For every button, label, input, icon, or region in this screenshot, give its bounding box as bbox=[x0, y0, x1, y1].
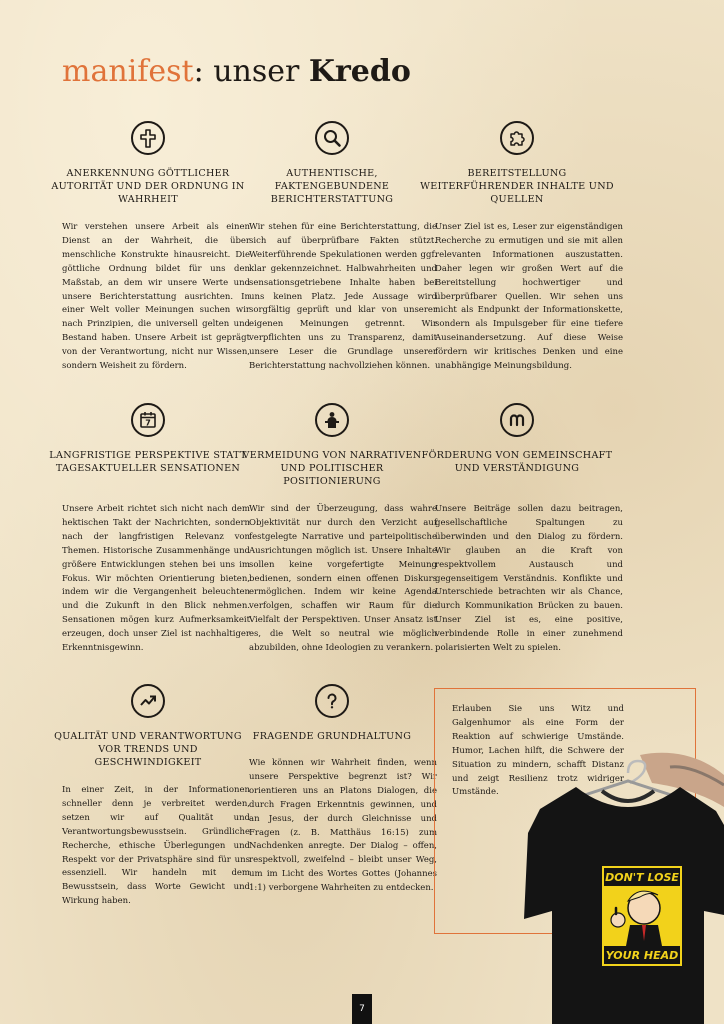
section-body: In einer Zeit, in der Informationen schneller denn je verbreitet werden, setzen wir auf Qualität und Verantwortungsbewusstsein. Gründliche Recherche, ethische Überlegungen und Respekt vor der Privatsphäre sind für uns essenziell. Wir handeln mit dem Bewusstsein, dass Worte Gewicht und Wirkung haben. bbox=[62, 785, 250, 907]
section-heading: QUALITÄT UND VERANTWORTUNG VOR TRENDS UND GESCHWINDIGKEIT bbox=[54, 731, 242, 768]
section-heading: VERMEIDUNG VON NARRATIVEN UND POLITISCHER POSITIONIERUNG bbox=[242, 450, 422, 487]
page-title bbox=[62, 52, 411, 92]
question-mark-icon bbox=[315, 684, 349, 718]
section-heading: FÖRDERUNG VON GEMEINSCHAFT UND VERSTÄNDIGUNG bbox=[421, 450, 613, 474]
trend-arrow-icon bbox=[131, 684, 165, 718]
section-heading: AUTHENTISCHE, FAKTENGEBUNDENE BERICHTERSTATTUNG bbox=[270, 168, 394, 205]
puzzle-icon bbox=[500, 121, 534, 155]
section-heading: FRAGENDE GRUNDHALTUNG bbox=[252, 731, 412, 742]
speaker-podium-icon bbox=[315, 403, 349, 437]
title-plain: : unser bbox=[193, 54, 309, 89]
section-heading: LANGFRISTIGE PERSPEKTIVE STATT TAGESAKTUELLER SENSATIONEN bbox=[49, 450, 247, 474]
magnifier-icon bbox=[315, 121, 349, 155]
humor-text: Erlauben Sie uns Witz und Galgenhumor als eine Form der Reaktion auf schwierige Umstände. Humor, Lachen hilft, die Schwere der Situation zu mindern, schafft Distanz und zeigt Resilienz trotz widriger Umstände. bbox=[452, 704, 624, 798]
bridge-icon bbox=[500, 403, 534, 437]
section-heading: ANERKENNUNG GÖTTLICHER AUTORITÄT UND DER ORDNUNG IN WAHRHEIT bbox=[51, 168, 245, 205]
section-body: Wir sind der Überzeugung, dass wahre Objektivität nur durch den Verzicht auf festgelegte Narrative und parteipolitische Ausrichtungen möglich ist. Unsere Inhalte sollen keine vorgefertigte Meinung bedienen, sondern einen offenen Diskurs ermöglichen. Indem wir keine Agenda verfolgen, schaffen wir Raum für die Vielfalt der Perspektiven. Unser Ansatz ist es, die Welt so neutral wie möglich abzubilden, ohne Ideologien zu verankern. bbox=[249, 504, 437, 654]
section-body: Wir stehen für eine Berichterstattung, die sich auf überprüfbare Fakten stützt. Weiterführende Spekulationen werden ggf. klar gekennzeichnet. Halbwahrheiten und sensationsgetriebene Inhalte haben bei uns keinen Platz. Jede Aussage wird sorgfältig geprüft und klar von unserer eigenen Meinungen getrennt. Wir verpflichten uns zu Transparenz, damit unsere Leser die Grundlage unserer Berichterstattung nachvollziehen können. bbox=[249, 222, 437, 372]
cross-icon bbox=[131, 121, 165, 155]
title-bold: Kredo bbox=[308, 54, 411, 89]
section-body: Unsere Arbeit richtet sich nicht nach dem hektischen Takt der Nachrichten, sondern nach der langfristigen Relevanz von Themen. Historische Zusammenhänge und größere Entwicklungen stehen bei uns im Fokus. Wir möchten Orientierung bieten, indem wir die Vergangenheit beleuchten und die Zukunft in den Blick nehmen. Sensationen mögen kurz Aufmerksamkeit erzeugen, doch unser Ziel ist nachhaltiger Erkenntnisgewinn. bbox=[62, 504, 250, 654]
calendar-icon bbox=[131, 403, 165, 437]
section-heading: BEREITSTELLUNG WEITERFÜHRENDER INHALTE UND QUELLEN bbox=[420, 168, 614, 205]
section-body: Wie können wir Wahrheit finden, wenn unsere Perspektive begrenzt ist? Wir orientieren uns an Platons Dialogen, die durch Fragen Erkenntnis gewinnen, und an Jesus, der durch Gleichnisse und Fragen (z. B. Matthäus 16:15) zum Nachdenken anregte. Der Dialog – offen, respektvoll, zweifelnd – bleibt unser Weg, um im Licht des Wortes Gottes (Johannes 1:1) verborgene Wahrheiten zu entdecken. bbox=[249, 758, 437, 894]
section-body: Unser Ziel ist es, Leser zur eigenständigen Recherche zu ermutigen und sie mit allen relevanten Informationen auszustatten. Daher legen wir großen Wert auf die Bereitstellung hochwertiger und überprüfbarer Quellen. Wir sehen uns nicht als Endpunkt der Informationskette, sondern als Impulsgeber für eine tiefere Auseinandersetzung. Auf diese Weise fördern wir kritisches Denken und eine unabhängige Meinungsbildung. bbox=[435, 222, 623, 372]
title-accent: manifest bbox=[62, 54, 194, 89]
shirt-text-bottom: YOUR HEAD bbox=[605, 949, 679, 962]
section-body: Wir verstehen unsere Arbeit als einen Dienst an der Wahrheit, die über menschliche Konstrukte hinausreicht. Die göttliche Ordnung bildet für uns den Maßstab, an dem wir unsere Werte und unsere Berichterstattung ausrichten. In einer Welt voller Meinungen suchen wir nach Prinzipien, die universell gelten und Bestand haben. Unsere Arbeit ist geprägt von der Verantwortung, nicht nur Wissen, sondern Weisheit zu fördern. bbox=[62, 222, 250, 372]
shirt-text-top: DON'T LOSE bbox=[605, 871, 679, 884]
page-number: 7 bbox=[352, 994, 372, 1024]
svg-text:7: 7 bbox=[145, 418, 151, 428]
section-body: Unsere Beiträge sollen dazu beitragen, gesellschaftliche Spaltungen zu überwinden und den Dialog zu fördern. Wir glauben an die Kraft von respektvollem Austausch und gegenseitigem Verständnis. Konflikte und Unterschiede betrachten wir als Chance, durch Kommunikation Brücken zu bauen. Unser Ziel ist es, eine positive, verbindende Rolle in einer zunehmend polarisierten Welt zu spielen. bbox=[435, 504, 623, 654]
